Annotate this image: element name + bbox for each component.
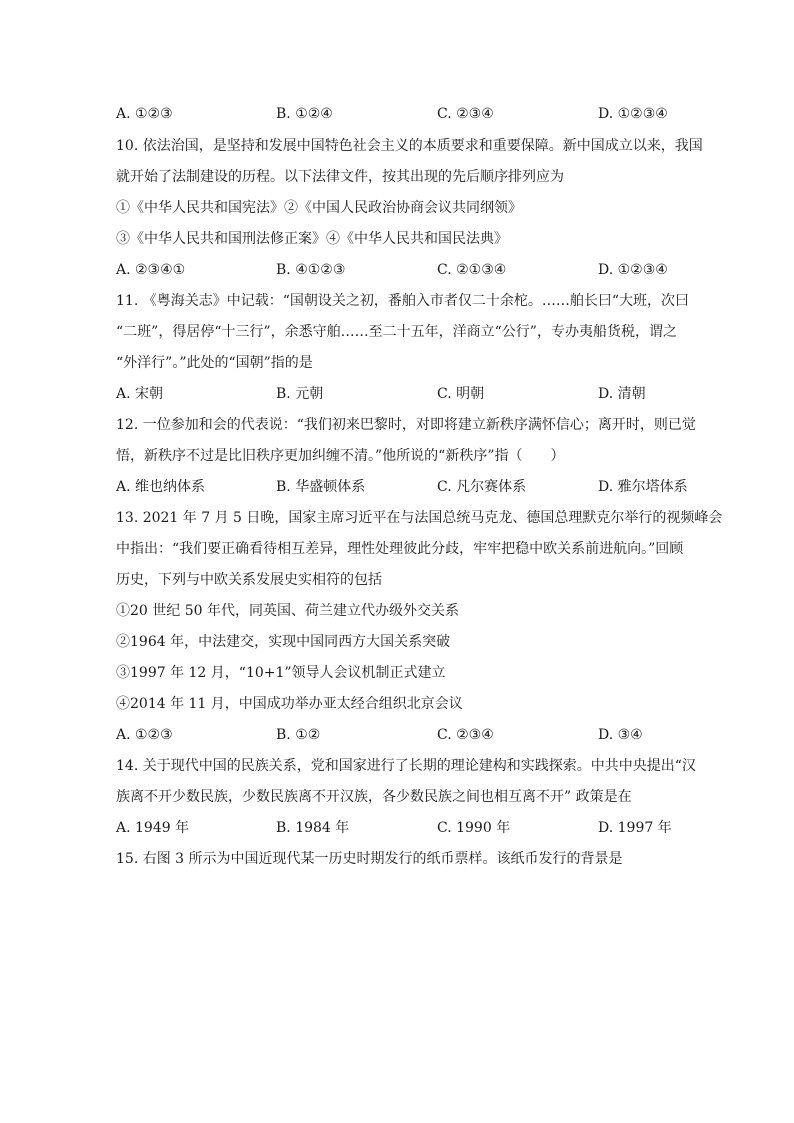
q12-option-b[interactable]: B. 华盛顿体系 xyxy=(276,479,366,495)
q12-stem-line-1: 12. 一位参加和会的代表说：“我们初来巴黎时，对即将建立新秩序满怀信心；离开时，则已觉 xyxy=(116,417,696,433)
q14-option-b[interactable]: B. 1984 年 xyxy=(276,820,350,836)
q12-options xyxy=(116,478,716,496)
q10-item-line-2: ③《中华人民共和国刑法修正案》④《中华人民共和国民法典》 xyxy=(116,231,508,247)
q10-item-line-1: ①《中华人民共和国宪法》②《中国人民政治协商会议共同纲领》 xyxy=(116,200,522,216)
q11-option-d[interactable]: D. 清朝 xyxy=(598,386,646,402)
q11-stem-line-3: “外洋行”。”此处的“国朝”指的是 xyxy=(116,355,313,371)
q11-stem-line-1: 11. 《粤海关志》中记载：“国朝设关之初，番舶入市者仅二十余柁。……舶长曰“大班，次曰 xyxy=(116,293,690,309)
q14-option-d[interactable]: D. 1997 年 xyxy=(598,820,672,836)
q13-item-1: ①20 世纪 50 年代，同英国、荷兰建立代办级外交关系 xyxy=(116,603,459,619)
q10-option-a[interactable]: A. ②③④① xyxy=(116,262,186,278)
q14-options xyxy=(116,819,716,837)
q14-option-c[interactable]: C. 1990 年 xyxy=(437,820,511,836)
q13-option-d[interactable]: D. ③④ xyxy=(598,727,643,743)
q12-option-d[interactable]: D. 雅尔塔体系 xyxy=(598,479,688,495)
q9-option-d[interactable]: D. ①②③④ xyxy=(598,106,668,122)
q12-stem-line-2: 悟，新秩序不过是比旧秩序更加纠缠不清。”他所说的“新秩序”指（ ） xyxy=(116,448,565,464)
q13-stem-line-3: 历史，下列与中欧关系发展史实相符的包括 xyxy=(116,572,382,588)
q9-option-a[interactable]: A. ①②③ xyxy=(116,106,173,122)
q15-stem-line-1: 15. 右图 3 所示为中国近现代某一历史时期发行的纸币票样。该纸币发行的背景是 xyxy=(116,851,623,867)
q11-options xyxy=(116,385,716,403)
q10-option-c[interactable]: C. ②①③④ xyxy=(437,262,507,278)
q11-option-a[interactable]: A. 宋朝 xyxy=(116,386,164,402)
q11-stem-line-2: “二班”，得居停“十三行”，余悉守舶……至二十五年，洋商立“公行”，专办夷船货税，谓之 xyxy=(116,324,677,340)
q10-options xyxy=(116,261,716,279)
q13-option-a[interactable]: A. ①②③ xyxy=(116,727,173,743)
q9-options xyxy=(116,105,716,123)
q11-option-b[interactable]: B. 元朝 xyxy=(276,386,324,402)
q12-option-a[interactable]: A. 维也纳体系 xyxy=(116,479,206,495)
q10-stem-line-2: 就开始了法制建设的历程。以下法律文件，按其出现的先后顺序排列应为 xyxy=(116,169,564,185)
q14-option-a[interactable]: A. 1949 年 xyxy=(116,820,190,836)
q13-stem-line-2: 中指出：“我们要正确看待相互差异，理性处理彼此分歧，牢牢把稳中欧关系前进航向。”回顾 xyxy=(116,541,684,557)
q12-option-c[interactable]: C. 凡尔赛体系 xyxy=(437,479,527,495)
q10-option-b[interactable]: B. ④①②③ xyxy=(276,262,346,278)
q13-option-c[interactable]: C. ②③④ xyxy=(437,727,494,743)
q13-item-3: ③1997 年 12 月，“10+1”领导人会议机制正式建立 xyxy=(116,665,446,681)
q9-option-b[interactable]: B. ①②④ xyxy=(276,106,333,122)
q9-option-c[interactable]: C. ②③④ xyxy=(437,106,494,122)
q13-item-4: ④2014 年 11 月，中国成功举办亚太经合组织北京会议 xyxy=(116,696,463,712)
q14-stem-line-1: 14. 关于现代中国的民族关系，党和国家进行了长期的理论建构和实践探索。中共中央提出“汉 xyxy=(116,758,696,774)
q14-stem-line-2: 族离不开少数民族，少数民族离不开汉族，各少数民族之间也相互离不开” 政策是在 xyxy=(116,789,632,805)
q10-stem-line-1: 10. 依法治国，是坚持和发展中国特色社会主义的本质要求和重要保障。新中国成立以来，我国 xyxy=(116,138,703,154)
q11-option-c[interactable]: C. 明朝 xyxy=(437,386,485,402)
q13-options xyxy=(116,726,716,744)
q13-option-b[interactable]: B. ①② xyxy=(276,727,321,743)
q10-option-d[interactable]: D. ①②③④ xyxy=(598,262,668,278)
q13-stem-line-1: 13. 2021 年 7 月 5 日晚，国家主席习近平在与法国总统马克龙、德国总理默克尔举行的视频峰会 xyxy=(116,510,723,526)
q13-item-2: ②1964 年，中法建交，实现中国同西方大国关系突破 xyxy=(116,634,451,650)
